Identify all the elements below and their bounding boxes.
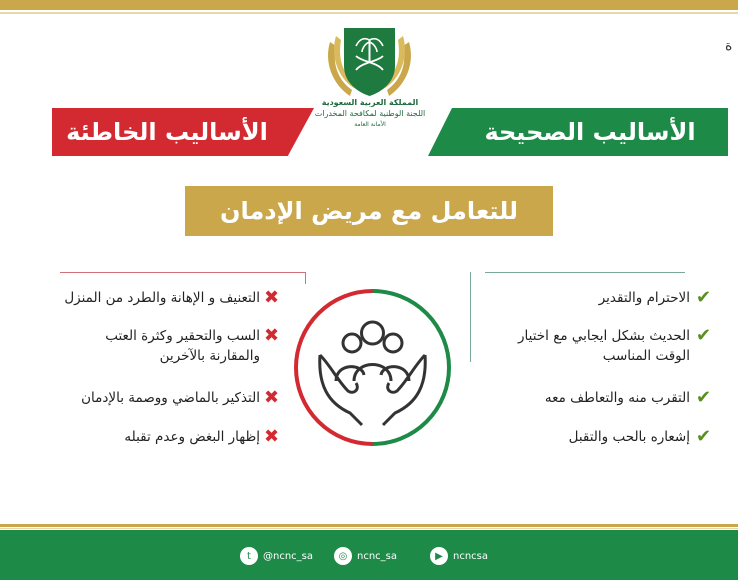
corner-mark: ة <box>725 38 733 54</box>
subtitle-box: للتعامل مع مريض الإدمان <box>185 186 553 236</box>
wrong-icon: ✖ <box>264 426 280 447</box>
right-item-1: الاحترام والتقدير <box>598 290 690 306</box>
instagram-handle: ncnc_sa <box>357 550 398 562</box>
twitter-icon: t <box>240 547 258 565</box>
youtube-link[interactable] <box>430 546 488 566</box>
wrong-item-1: التعنيف و الإهانة والطرد من المنزل <box>64 290 260 306</box>
top-gold-bar <box>0 0 738 10</box>
wrong-icon: ✖ <box>264 387 280 408</box>
left-divider-vertical <box>305 272 306 284</box>
youtube-icon: ▶ <box>430 547 448 565</box>
logo-tagline: الأمانة العامة <box>354 121 386 128</box>
instagram-icon: ◎ <box>334 547 352 565</box>
right-item-2-cont: الوقت المناسب <box>602 348 690 364</box>
check-icon: ✔ <box>696 287 712 308</box>
top-gold-line <box>0 12 738 14</box>
check-icon: ✔ <box>696 325 712 346</box>
ncnc-logo <box>322 22 417 147</box>
care-hands-icon <box>290 285 455 450</box>
wrong-item-2-cont: والمقارنة بالآخرين <box>159 348 260 364</box>
footer-gold-line <box>0 528 738 529</box>
logo-subtitle: اللجنة الوطنية لمكافحة المخدرات <box>314 109 426 118</box>
wrong-item-4: إظهار البغض وعدم تقبله <box>124 429 260 445</box>
right-methods-title: الأساليب الصحيحة <box>484 118 696 146</box>
wrong-item-3: التذكير بالماضي ووصمة بالإدمان <box>81 390 260 406</box>
twitter-handle: @ncnc_sa <box>263 550 314 562</box>
right-item-4: إشعاره بالحب والتقبل <box>568 429 690 445</box>
wrong-item-2: السب والتحقير وكثرة العتب <box>105 328 260 344</box>
twitter-link[interactable] <box>240 546 313 566</box>
logo-title: المملكة العربية السعودية <box>321 98 419 107</box>
right-item-3: التقرب منه والتعاطف معه <box>544 390 690 406</box>
left-divider <box>60 272 305 273</box>
footer-gold-bar <box>0 524 738 527</box>
instagram-link[interactable] <box>334 546 397 566</box>
right-divider <box>485 272 685 273</box>
wrong-icon: ✖ <box>264 325 280 346</box>
wrong-icon: ✖ <box>264 287 280 308</box>
youtube-handle: ncncsa <box>453 550 489 562</box>
wrong-methods-title: الأساليب الخاطئة <box>66 118 268 146</box>
right-item-2: الحديث بشكل ايجابي مع اختيار <box>518 328 690 344</box>
check-icon: ✔ <box>696 387 712 408</box>
check-icon: ✔ <box>696 426 712 447</box>
